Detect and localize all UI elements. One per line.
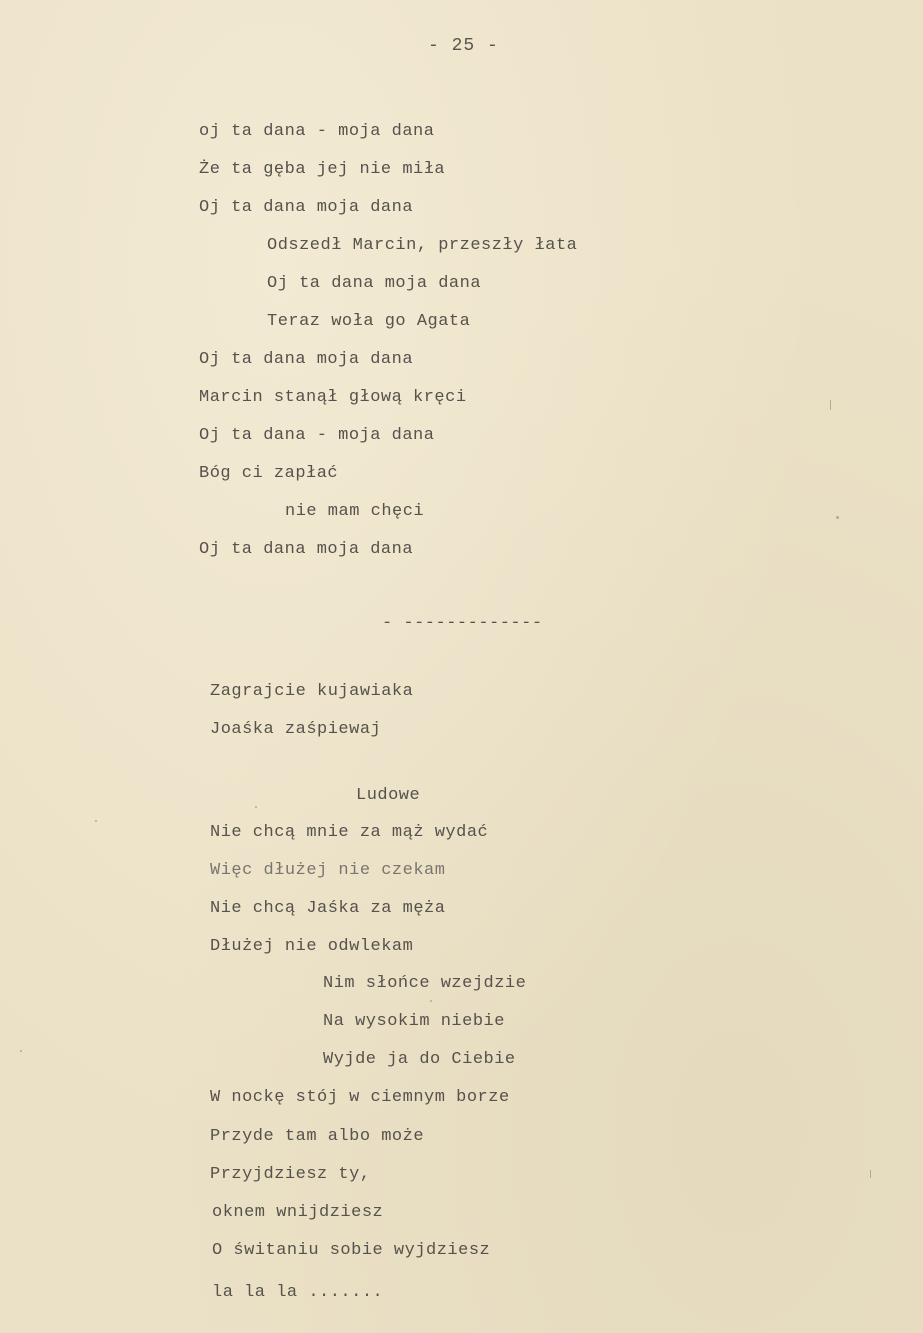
song-1-line: Bóg ci zapłać (199, 464, 339, 483)
song-1-line: Oj ta dana moja dana (199, 540, 414, 559)
song-1-line: Marcin stanął głową kręci (199, 388, 467, 407)
paper-speck (430, 1000, 432, 1002)
song-2-line: Wyjde ja do Ciebie (323, 1050, 516, 1069)
song-2-line: Nie chcą Jaśka za męża (210, 899, 446, 918)
song-2-line: Przyde tam albo może (210, 1127, 425, 1146)
paper-speck (870, 1170, 871, 1178)
song-2-attribution: Ludowe (356, 786, 421, 805)
song-1-line: oj ta dana - moja dana (199, 122, 435, 141)
paper-speck (836, 516, 839, 519)
song-2-line: Dłużej nie odwlekam (210, 937, 414, 956)
song-1-line: Że ta gęba jej nie miła (199, 160, 446, 179)
song-1-line: Oj ta dana - moja dana (199, 426, 435, 445)
song-2-line: Nim słońce wzejdzie (323, 974, 527, 993)
paper-speck (20, 1050, 22, 1052)
song-2-line: oknem wnijdziesz (212, 1203, 384, 1222)
song-1-line: nie mam chęci (285, 502, 425, 521)
song-2-title-line: Joaśka zaśpiewaj (210, 720, 382, 739)
section-separator: - ------------- (382, 614, 543, 633)
song-2-line: W nockę stój w ciemnym borze (210, 1088, 510, 1107)
paper-speck (830, 400, 831, 410)
paper-speck (255, 806, 257, 808)
song-1-line: Oj ta dana moja dana (199, 350, 414, 369)
song-2-line: O świtaniu sobie wyjdziesz (212, 1241, 491, 1260)
song-1-line: Odszedł Marcin, przeszły łata (267, 236, 578, 255)
song-2-title-line: Zagrajcie kujawiaka (210, 682, 414, 701)
song-1-line: Oj ta dana moja dana (267, 274, 482, 293)
song-2-line: Więc dłużej nie czekam (210, 861, 446, 880)
page-number: - 25 - (428, 36, 499, 56)
song-2-line: Nie chcą mnie za mąż wydać (210, 823, 489, 842)
song-2-line: la la la ....... (212, 1283, 384, 1302)
song-2-line: Przyjdziesz ty, (210, 1165, 371, 1184)
song-1-line: Oj ta dana moja dana (199, 198, 414, 217)
paper-speck (95, 820, 97, 822)
song-1-line: Teraz woła go Agata (267, 312, 471, 331)
song-2-line: Na wysokim niebie (323, 1012, 505, 1031)
